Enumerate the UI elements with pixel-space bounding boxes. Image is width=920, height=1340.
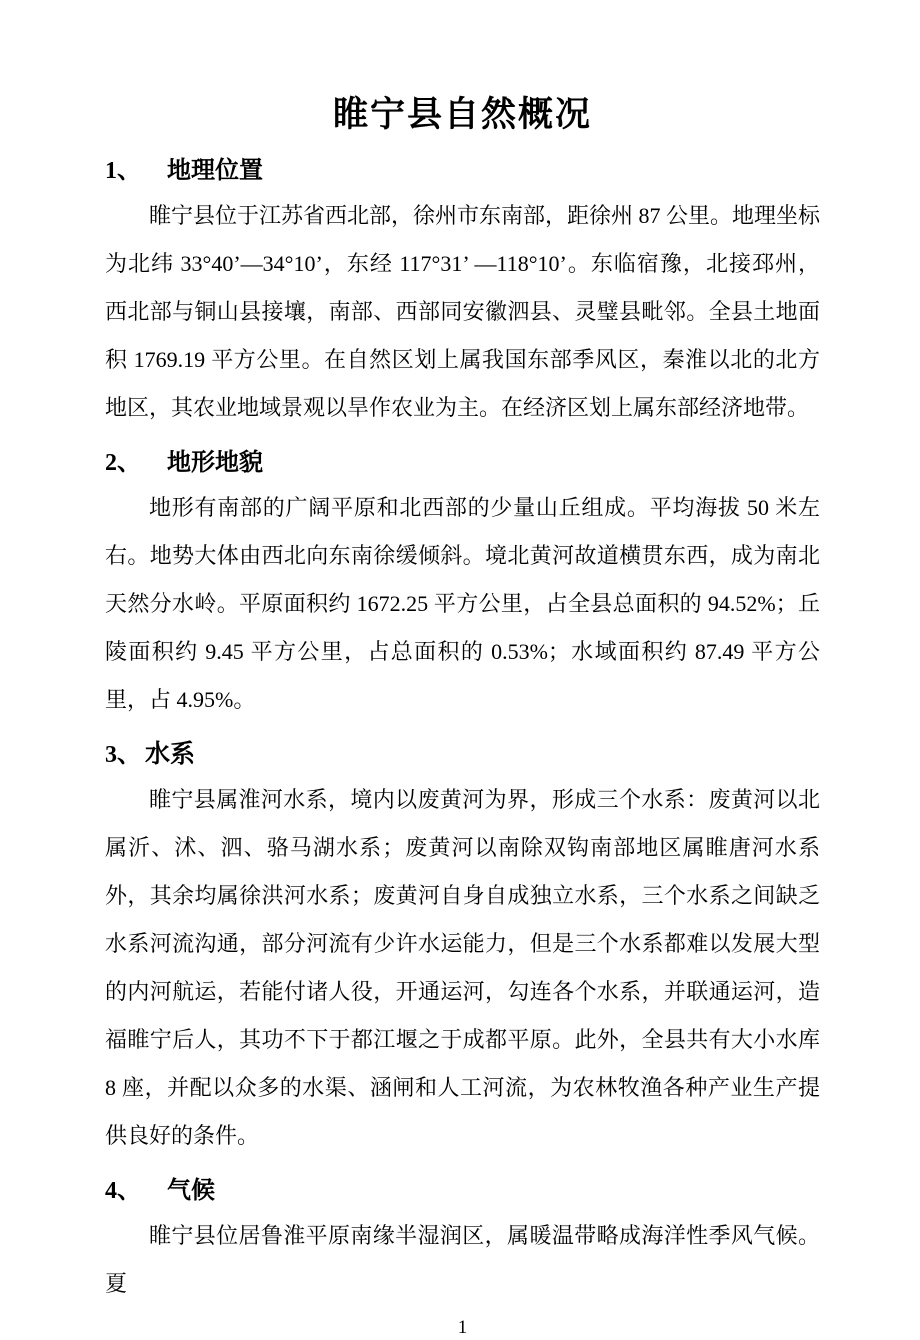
section-topography [105, 446, 820, 724]
heading-number: 1、 [105, 158, 141, 184]
heading-title: 地形地貌 [167, 449, 263, 476]
heading-number: 3、 [105, 742, 141, 768]
heading-title: 水系 [145, 741, 196, 768]
heading-number: 2、 [105, 450, 141, 476]
section-paragraph: 睢宁县位于江苏省西北部，徐州市东南部，距徐州 87 公里。地理坐标为北纬 33°40’—34°10’，东经 117°31’ —118°10’。东临宿豫，北接邳州，西北部与铜山县接壤，南部、西部同安徽泗县、灵璧县毗邻。全县土地面积 1769.19 平方公里。在自然区划上属我国东部季风区，秦淮以北的北方地区，其农业地域景观以旱作农业为主。在经济区划上属东部经济地带。 [105, 203, 821, 420]
heading-title: 地理位置 [167, 157, 263, 184]
section-paragraph: 睢宁县属淮河水系，境内以废黄河为界，形成三个水系：废黄河以北属沂、沭、泗、骆马湖水系；废黄河以南除双钩南部地区属睢唐河水系外，其余均属徐洪河水系；废黄河自身自成独立水系，三个水系之间缺乏水系河流沟通，部分河流有少许水运能力，但是三个水系都难以发展大型的内河航运，若能付诸人役，开通运河，勾连各个水系，并联通运河，造福睢宁后人，其功不下于都江堰之于成都平原。此外，全县共有大小水库 8 座，并配以众多的水渠、涵闸和人工河流，为农林牧渔各种产业生产提供良好的条件。 [105, 787, 820, 1148]
heading-number: 4、 [105, 1178, 141, 1204]
heading-title: 气候 [167, 1177, 215, 1204]
section-paragraph: 地形有南部的广阔平原和北西部的少量山丘组成。平均海拔 50 米左右。地势大体由西北向东南徐缓倾斜。境北黄河故道横贯东西，成为南北天然分水岭。平原面积约 1672.25 平方公里，占全县总面积的 94.52%；丘陵面积约 9.45 平方公里，占总面积的 0.53%；水域面积约 87.49 平方公里，占 4.95%。 [105, 495, 820, 712]
page-number: 1 [457, 1317, 468, 1338]
section-climate [105, 1174, 820, 1308]
section-water-systems [105, 738, 820, 1160]
section-heading [105, 738, 820, 772]
section-heading [105, 1174, 820, 1208]
section-heading [105, 446, 820, 480]
document-title: 睢宁县自然概况 [332, 95, 592, 134]
section-geographic-location [105, 154, 820, 432]
section-heading [105, 154, 820, 188]
section-paragraph: 睢宁县位居鲁淮平原南缘半湿润区，属暖温带略成海洋性季风气候。夏 [105, 1223, 820, 1296]
